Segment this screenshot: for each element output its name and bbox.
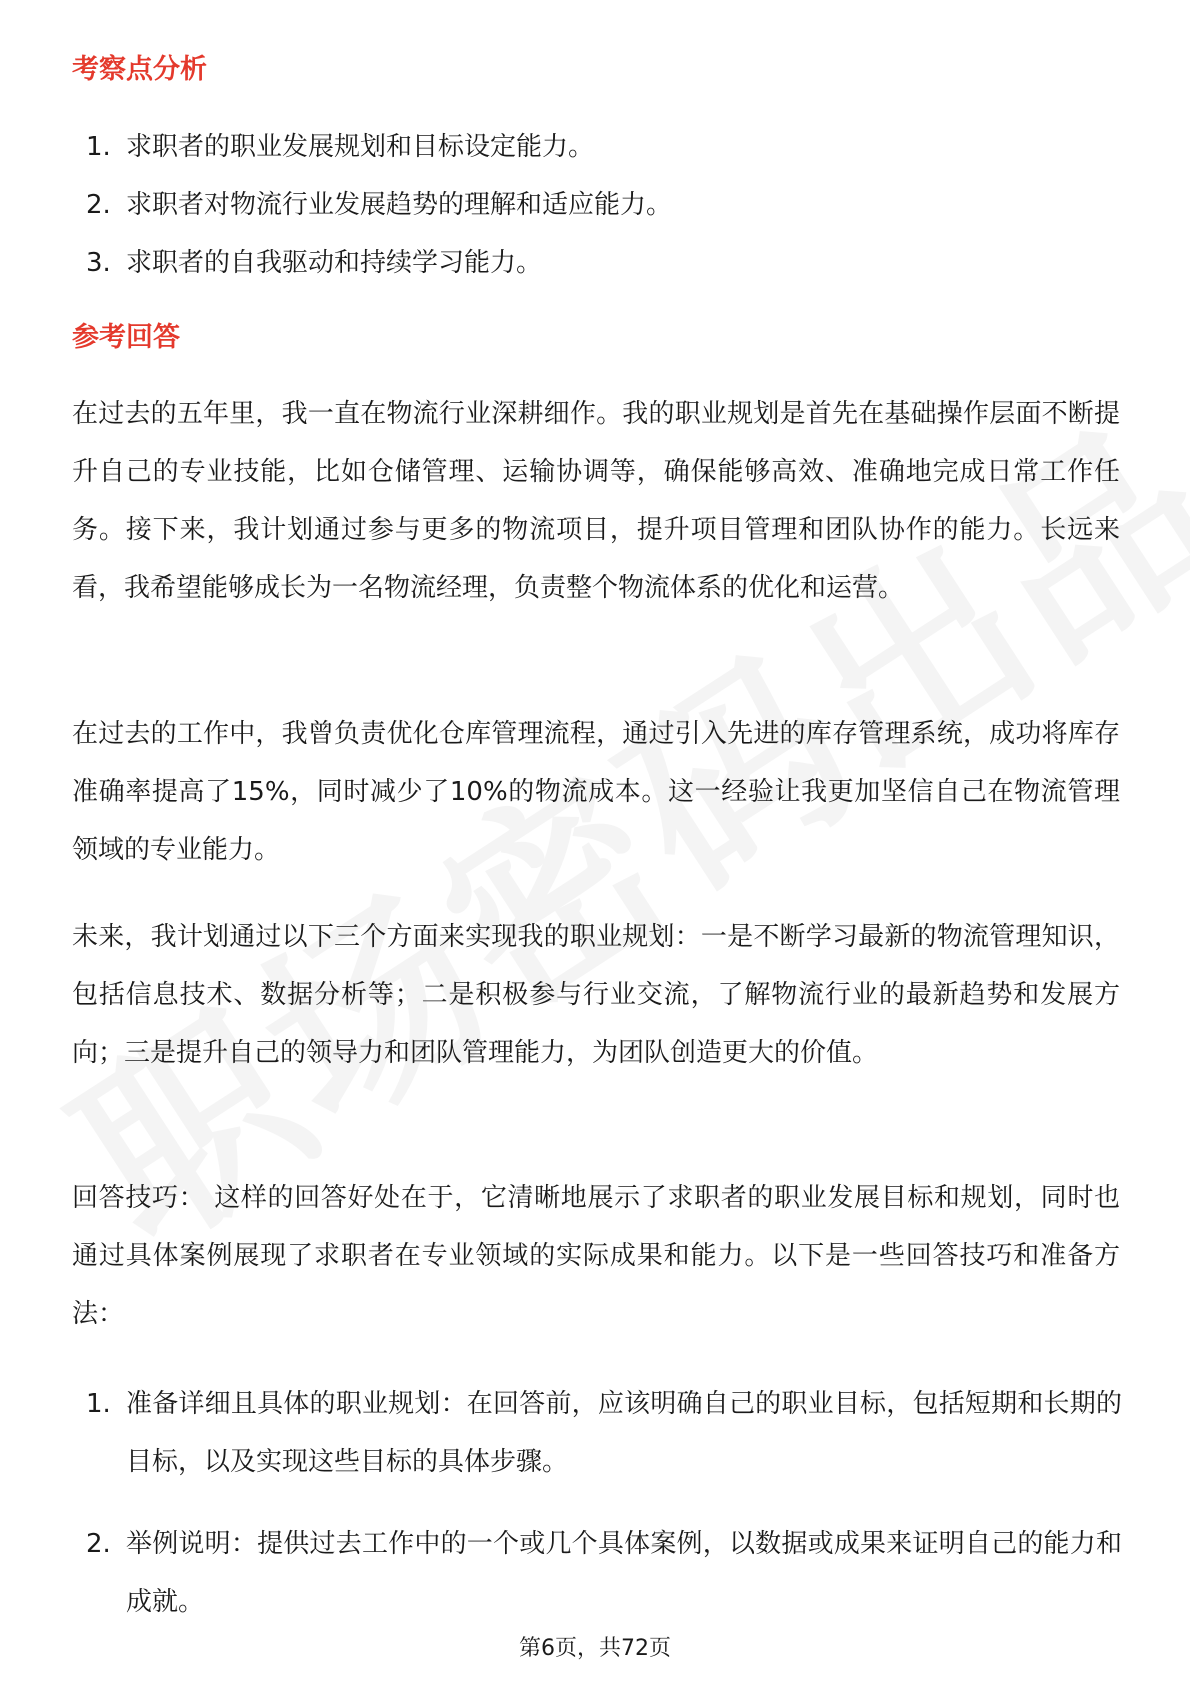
answer-paragraph-1: 在过去的五年里，我一直在物流行业深耕细作。我的职业规划是首先在基础操作层面不断提升自己的专业技能，比如仓储管理、运输协调等，确保能够高效、准确地完成日常工作任务。接下来，我计划通过参与更多的物流项目，提升项目管理和团队协作的能力。长远来看，我希望能够成长为一名物流经理，负责整个物流体系的优化和运营。 — [72, 399, 1120, 603]
list-item-text: 举例说明：提供过去工作中的一个或几个具体案例，以数据或成果来证明自己的能力和成就。 — [126, 1529, 1122, 1617]
answer-tips-intro: 回答技巧： 这样的回答好处在于，它清晰地展示了求职者的职业发展目标和规划，同时也通过具体案例展现了求职者在专业领域的实际成果和能力。以下是一些回答技巧和准备方法： — [72, 1183, 1120, 1329]
list-item — [72, 1375, 1122, 1491]
list-item — [72, 234, 1122, 292]
tips-list — [72, 1375, 1122, 1631]
list-item-text: 求职者对物流行业发展趋势的理解和适应能力。 — [126, 190, 673, 220]
list-item-number: 1. — [86, 1389, 111, 1419]
page-indicator: 第6页，共72页 — [519, 1636, 671, 1661]
list-item-text: 求职者的自我驱动和持续学习能力。 — [126, 248, 543, 278]
list-item — [72, 118, 1122, 176]
list-item — [72, 176, 1122, 234]
answer-paragraph-2: 在过去的工作中，我曾负责优化仓库管理流程，通过引入先进的库存管理系统，成功将库存准确率提高了15%，同时减少了10%的物流成本。这一经验让我更加坚信自己在物流管理领域的专业能力。 — [72, 719, 1120, 865]
section-heading-reference-answer: 参考回答 — [72, 322, 180, 353]
list-item-number: 2. — [86, 190, 111, 220]
list-item-number: 2. — [86, 1529, 111, 1559]
list-item-number: 1. — [86, 132, 111, 162]
section-heading-analysis: 考察点分析 — [72, 54, 207, 85]
list-item-text: 求职者的职业发展规划和目标设定能力。 — [126, 132, 595, 162]
list-item-number: 3. — [86, 248, 111, 278]
answer-paragraph-3: 未来，我计划通过以下三个方面来实现我的职业规划：一是不断学习最新的物流管理知识，包括信息技术、数据分析等；二是积极参与行业交流，了解物流行业的最新趋势和发展方向；三是提升自己的领导力和团队管理能力，为团队创造更大的价值。 — [72, 922, 1120, 1068]
analysis-list — [72, 118, 1122, 292]
list-item-text: 准备详细且具体的职业规划：在回答前，应该明确自己的职业目标，包括短期和长期的目标，以及实现这些目标的具体步骤。 — [126, 1389, 1122, 1477]
list-item — [72, 1515, 1122, 1631]
